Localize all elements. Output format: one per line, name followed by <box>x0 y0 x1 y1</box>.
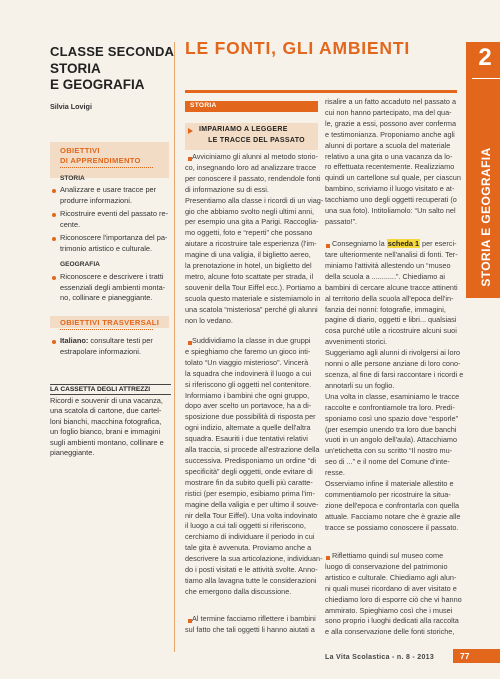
text-line: metro, alcune foto scattate per strada, il <box>185 271 314 281</box>
text-line: tale gita è avvenuta. Proviamo anche a <box>185 543 312 553</box>
bullet-icon <box>52 340 56 344</box>
text-line: Al termine facciamo riflettere i bambini <box>192 614 316 623</box>
text-line: relativo a una gita o una vacanza da lo- <box>325 151 453 161</box>
text-line: do i posti visitati e le attività svolte. Anno- <box>185 565 318 575</box>
storia-section-label: STORIA <box>60 175 85 182</box>
text-line: co, insegnando loro ad analizzare tracce <box>185 162 317 172</box>
text-line: ro effettuata recentemente. Realizziamo <box>325 162 455 172</box>
text-line: tiamo alla lavagna tutte le considerazioni <box>185 575 317 585</box>
text-line: scuola questo materiale e sistemiamolo in <box>185 293 321 303</box>
text-line: specificità” degli oggetti, onde evitare di <box>185 466 313 476</box>
text-line: successiva. Predisponiamo un ordine “di <box>185 455 317 465</box>
text-line: raccolte e confrontiamole tra loro. Predi- <box>325 402 455 412</box>
text-line: cui non hanno partecipato, ma del qua- <box>325 107 452 117</box>
text-line: e testimonianza. Proponiamo anche agli <box>325 129 455 139</box>
text-line: un'etichetta con su scritto “Il nostro mu- <box>325 446 453 456</box>
text-line: passato!”. <box>325 216 358 226</box>
text-line: fanzia dei nonni: fotografie, immagini, <box>325 304 446 314</box>
text-line: annotarli su un foglio. <box>325 380 395 390</box>
objective-item: Riconoscere l'importanza del pa- trimonio artistico e culturale. <box>60 233 168 253</box>
text-line: commentiamolo per ricostruire la situa- <box>325 489 451 499</box>
text-line: bambino, scriviamo il luogo visitato e at- <box>325 184 455 194</box>
bullet-icon <box>52 213 56 217</box>
text-line: luogo di conservazione del patrimonio <box>325 561 448 571</box>
text-line: zione dell'epoca e confrontarla con quella <box>325 500 460 510</box>
page-number: 77 <box>460 651 470 661</box>
divider <box>60 329 153 330</box>
paragraph <box>185 152 324 327</box>
paragraph-lead: Consegniamo la scheda 1 per eserci- <box>332 239 457 248</box>
activity-title: IMPARIAMO A LEGGERE LE TRACCE DEL PASSATO <box>199 126 305 144</box>
text-line: sposizione due possibilità di risposta per <box>185 412 316 422</box>
divider <box>472 78 500 79</box>
triangle-icon <box>188 128 193 134</box>
text-line: gio che abbiamo svolto negli ultimi anni, <box>185 206 314 216</box>
text-line: Informiamo i bambini che ogni gruppo, <box>185 390 310 400</box>
magazine-footer: La Vita Scolastica - n. 8 - 2013 <box>325 654 435 661</box>
chapter-number: 2 <box>478 44 492 71</box>
objective-item: Ricostruire eventi del passato re- cente. <box>60 209 169 229</box>
text-line: miniamo l'attività allestendo un “museo <box>325 260 451 270</box>
text-line: attuale. Facciamo notare che è grazie alle <box>325 511 461 521</box>
text-line: mo oggetti, foto e “reperti” che possano <box>185 228 313 238</box>
text-line: Una volta in classe, esaminiamo le tracce <box>325 391 460 401</box>
text-line: Riflettiamo quindi sul museo come <box>332 551 444 560</box>
text-line: dopo aver scelto un portavoce, ha a di- <box>185 401 312 411</box>
text-line: scenza, al fine di farsi raccontare i ricordi e <box>325 369 464 379</box>
text-line: souvenir della Tour Eiffel ecc.). Portiamo a <box>185 282 322 292</box>
text-line: tracce se possiamo conoscere il passato. <box>325 522 459 532</box>
chapter-label: STORIA E GEOGRAFIA <box>479 147 493 287</box>
text-line: ammirato. Spieghiamo così che i musei <box>325 605 453 615</box>
text-line: per esempio una gita a Parigi. Raccoglia- <box>185 217 319 227</box>
text-line: e alla conservazione delle fonti storiche, <box>325 627 455 637</box>
text-line: Suggeriamo agli alunni di rivolgersi ai loro <box>325 348 461 358</box>
text-line: avvenimenti storici. <box>325 337 388 347</box>
divider <box>60 167 153 168</box>
paragraph <box>325 97 461 228</box>
text-line: Avviciniamo gli alunni al metodo storio- <box>192 152 318 161</box>
bullet-icon <box>52 276 56 280</box>
text-line: di informazione su di essi. <box>185 184 269 194</box>
text-line: non lo vedano. <box>185 315 233 325</box>
text-line: Suddividiamo la classe in due gruppi <box>192 336 311 345</box>
text-line: ni quali musei ricordano di aver visitato e <box>325 583 457 593</box>
paragraph <box>185 614 318 636</box>
text-line: al territorio della scuola all'epoca dell'in- <box>325 293 454 303</box>
text-line: magine della valigia e per ultimo il souve- <box>185 499 319 509</box>
text-line: che emergono dalla discussione. <box>185 586 292 596</box>
text-line: le, grazie a essi, possono aver conferma <box>325 118 457 128</box>
text-line: chiediamo loro di esporre ciò che vi hanno <box>325 594 462 604</box>
paragraph <box>325 551 462 638</box>
geografia-section-label: GEOGRAFIA <box>60 261 100 268</box>
subject-title: STORIA <box>50 61 101 76</box>
toolbox-text: Ricordi e souvenir di una vacanza, una scatola di cartone, due cartel- loni bianchi, macchina fotografica, un foglio bianco, brani e immagini sugli ambienti montano, collinare e pianeggiante. <box>50 396 164 458</box>
text-line: pagine di diario, oggetti e libri... qualsiasi <box>325 315 457 325</box>
transversal-title: OBIETTIVI TRASVERSALI <box>60 318 160 327</box>
text-line: si riferiscono gli oggetti nel contenitore. <box>185 379 312 389</box>
text-line: per conoscere il passato, rendendole fonti <box>185 173 321 183</box>
text-line: la prenotazione in hotel, un biglietto del <box>185 261 312 271</box>
transversal-item: Italiano: consultare testi per estrapolare informazioni. <box>60 336 153 356</box>
text-line: vuoti in un angolo dell'aula). Attacchiamo <box>325 435 458 445</box>
text-line: una sua foto). Intitoliamolo: “Un salto nel <box>325 206 456 216</box>
text-line: della scuola a ............”. Chiediamo ai <box>325 271 446 281</box>
column-divider <box>174 42 175 652</box>
title-rule <box>185 90 457 93</box>
text-line: quindi un cartellone sul quale, per ciascun <box>325 173 461 183</box>
worksheet-highlight: scheda 1 <box>387 239 419 248</box>
text-line: sul fatto che tali oggetti li hanno aiutati a <box>185 624 315 634</box>
text-line: tacchiamo uno degli oggetti recuperati (o <box>325 195 457 205</box>
text-line: Presentiamo alla classe i ricordi di un viag- <box>185 195 324 205</box>
text-line: sono proprio i luoghi dedicati alla raccolta <box>325 616 459 626</box>
text-line: squadra. Esauriti i due tentativi relativi <box>185 434 308 444</box>
text-line: artistico e culturale. Chiediamo agli alun- <box>325 572 457 582</box>
text-line: mostrare fin da subito quelli più caratte- <box>185 477 313 487</box>
author-name: Silvia Lovigi <box>50 102 92 111</box>
paragraph <box>185 336 323 598</box>
objective-item: Analizzare e usare tracce per produrre informazioni. <box>60 185 157 205</box>
text-line: (per esempio unendo tra loro due banchi <box>325 424 457 434</box>
text-line: magine di una valigia, il biglietto aereo, <box>185 250 311 260</box>
text-line: la squadra che indovinerà il luogo a cui <box>185 368 312 378</box>
text-line: aiutare a ricostruire tale esperienza (l'im- <box>185 239 317 249</box>
text-line: descrivere la sua articolazione, individuan- <box>185 554 323 564</box>
section-bar <box>185 101 318 112</box>
text-line: resse. <box>325 468 345 478</box>
subject-title-2: E GEOGRAFIA <box>50 77 145 92</box>
objectives-title: OBIETTIVI <box>60 146 100 155</box>
text-line: ristici (per esempio, esibiamo prima l'im- <box>185 488 315 498</box>
section-bar-label: STORIA <box>190 102 217 109</box>
text-line: una scatola “misteriosa” perché gli alunni <box>185 304 318 314</box>
text-line: risalire a un fatto accaduto nel passato a <box>325 97 457 106</box>
objectives-title-2: DI APPRENDIMENTO <box>60 156 141 165</box>
text-line: tare ulteriormente nell'analisi di fonti. Ter- <box>325 250 458 259</box>
text-line: nir della Tour Eiffel). Una volta indovinato <box>185 510 318 520</box>
text-line: cosa purché utile a ricostruire alcuni suoi <box>325 326 457 336</box>
text-line: bambini di cercare alcune tracce attinenti <box>325 282 458 292</box>
class-label: CLASSE SECONDA <box>50 44 175 59</box>
text-line: e spieghiamo che faremo un gioco inti- <box>185 346 311 356</box>
text-line: alla traccia, si procede all'estrazione della <box>185 445 320 455</box>
bullet-icon <box>52 237 56 241</box>
page-title: LE FONTI, GLI AMBIENTI <box>185 38 410 58</box>
text-line: Osserviamo infine il materiale allestito e <box>325 479 454 489</box>
text-line: nonni o alle persone anziane di loro cono- <box>325 359 461 369</box>
objective-item: Riconoscere e descrivere i tratti essenziali degli ambienti monta- no, collinare e pianeggiante. <box>60 272 166 302</box>
text-line: seo di ...” e il nome del Comune d'inte- <box>325 457 450 467</box>
bullet-icon <box>52 189 56 193</box>
toolbox-title: LA CASSETTA DEGLI ATTREZZI <box>50 384 171 395</box>
paragraph <box>325 250 464 534</box>
text-line: sponiamo così uno spazio dove “esporle” <box>325 413 459 423</box>
text-line: alunni di portare a scuola del materiale <box>325 140 451 150</box>
text-line: tolato “Un viaggio misterioso”. Vincerà <box>185 357 309 367</box>
text-line: ogni indizio, alternate a quelle dell'altra <box>185 423 311 433</box>
text-line: cerchiamo di individuare il periodo in cui <box>185 532 315 542</box>
text-line: il luogo a cui tali oggetti si riferiscono, <box>185 521 306 531</box>
